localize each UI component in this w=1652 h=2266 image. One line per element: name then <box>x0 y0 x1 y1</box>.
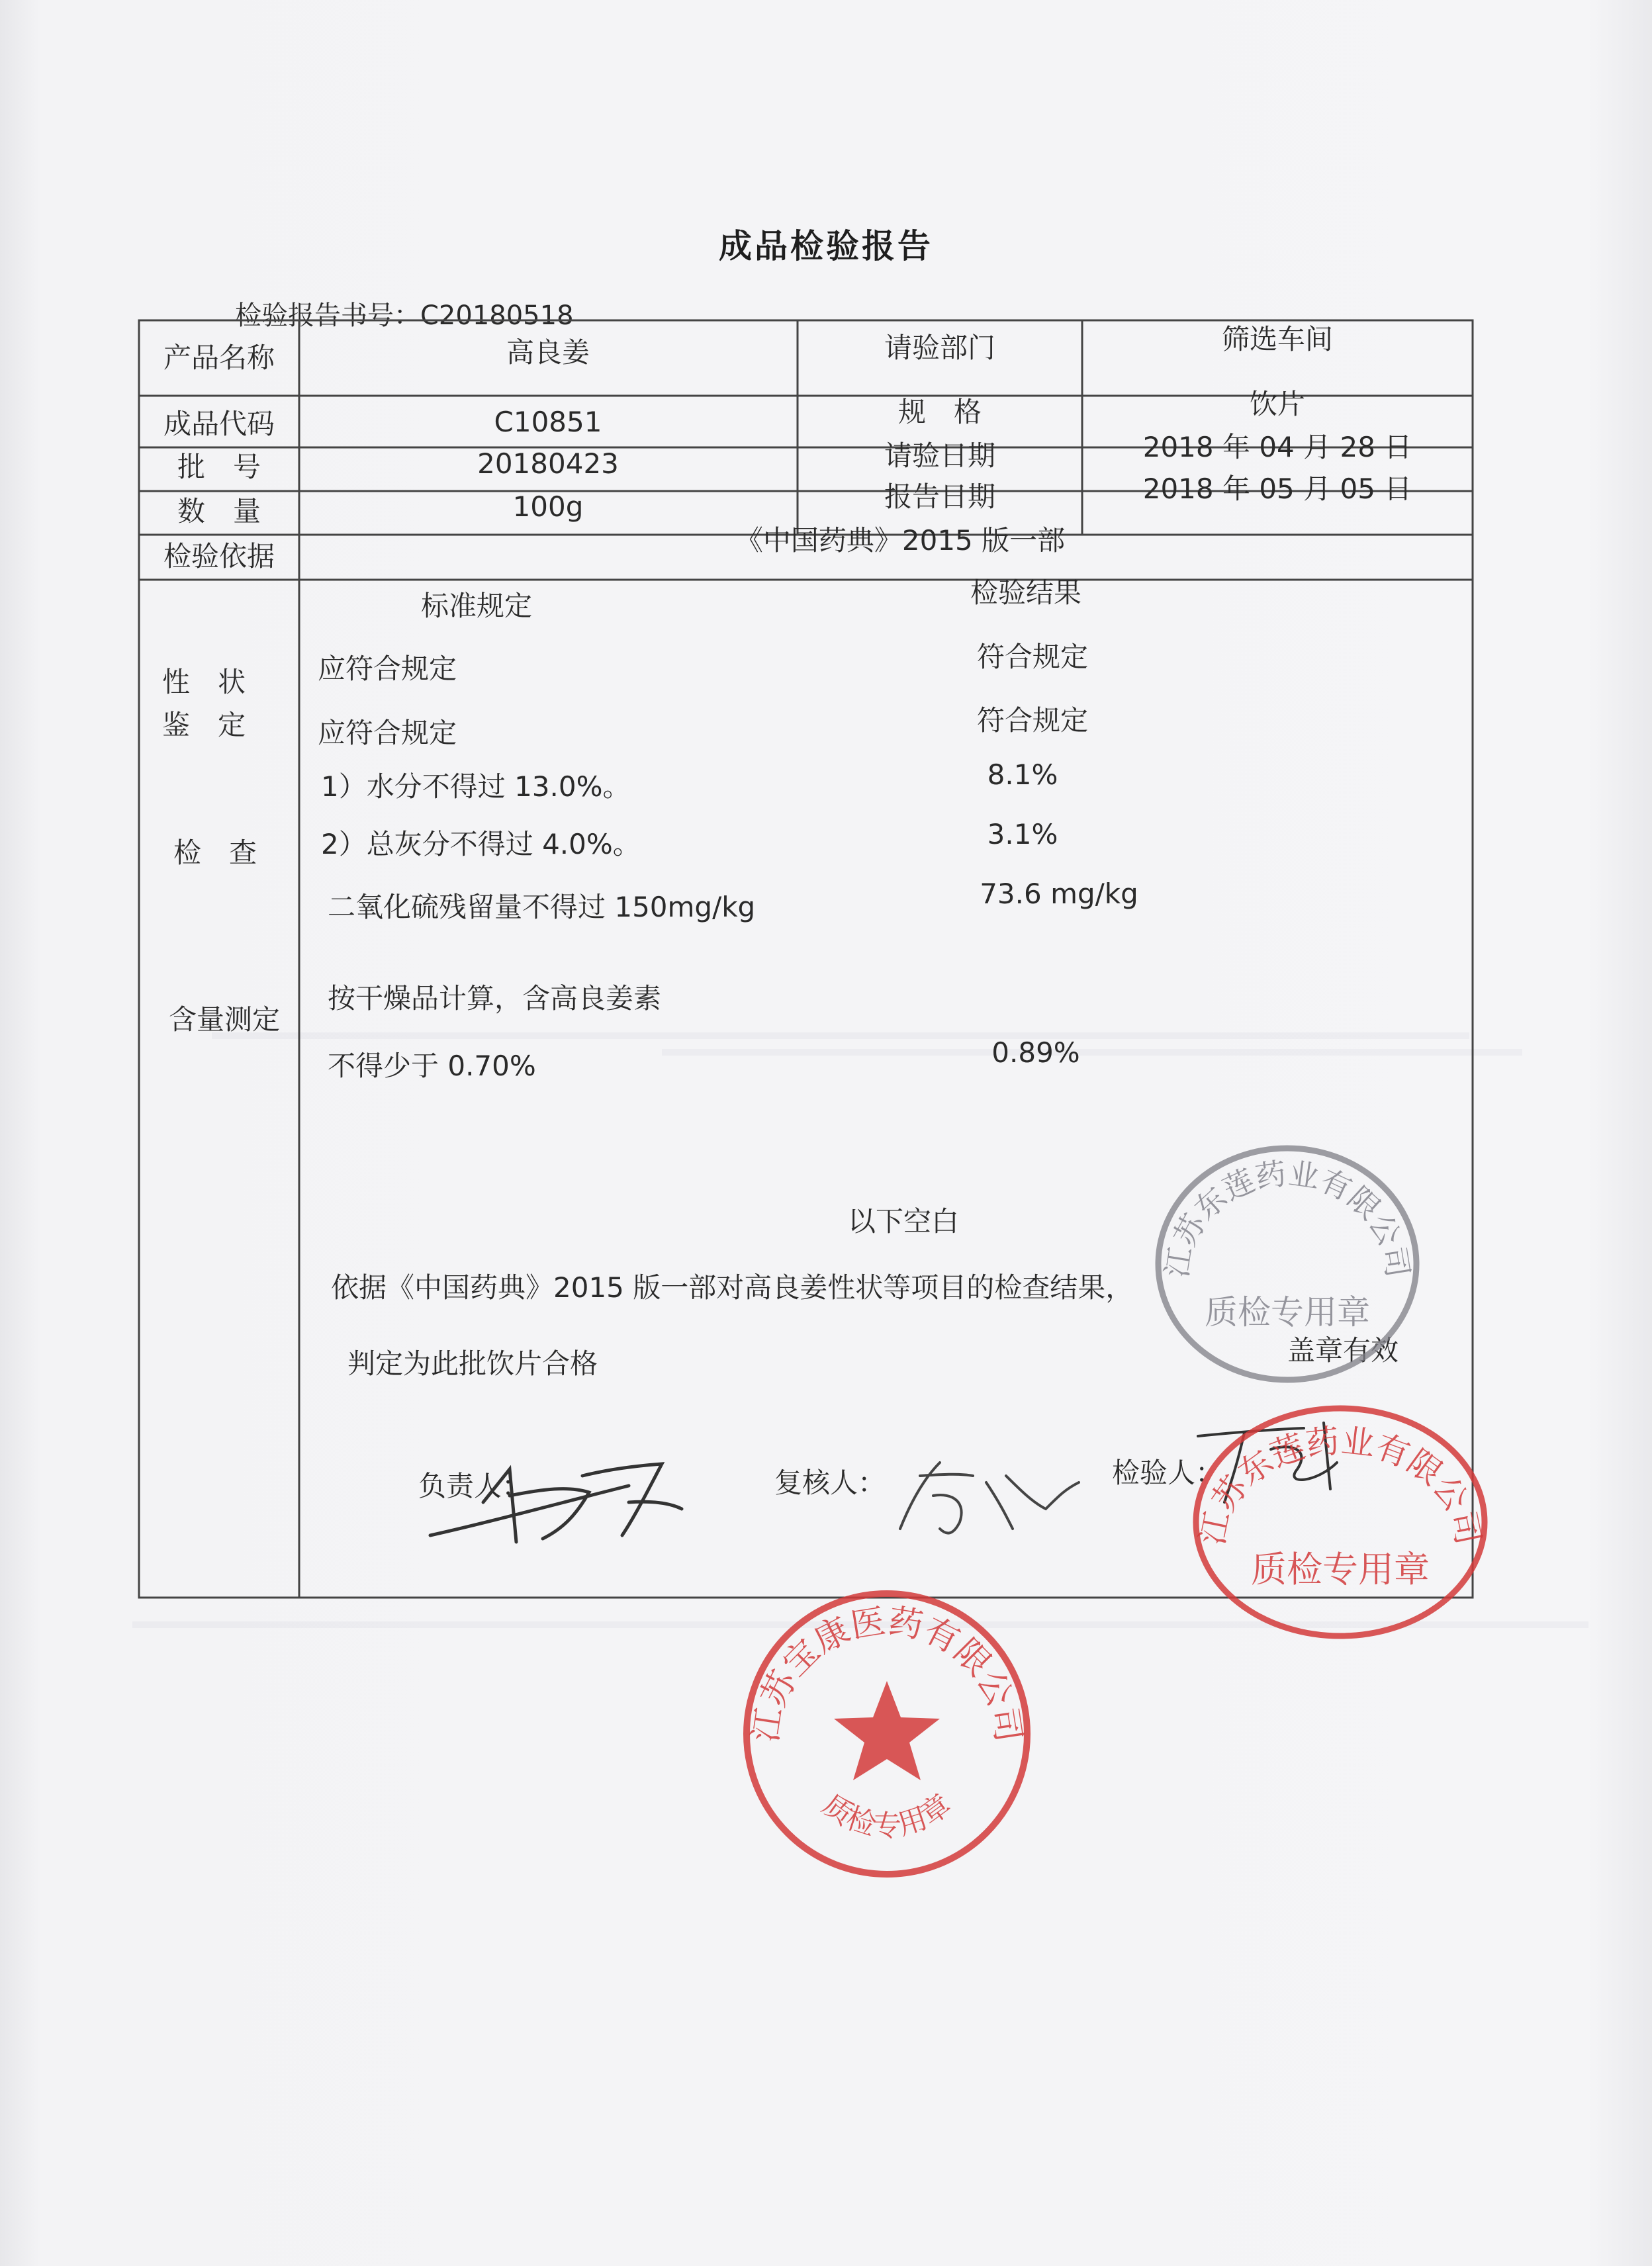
result-row-1: 符合规定 <box>976 641 1089 673</box>
responsible-label: 负责人： <box>418 1470 530 1502</box>
request-date-label: 请验日期 <box>884 439 996 472</box>
report-number: 检验报告书号：C20180518 <box>235 300 574 331</box>
identification-label: 鉴 定 <box>162 709 246 741</box>
quantity-label: 数 量 <box>177 495 261 527</box>
product-code-value: C10851 <box>494 406 602 438</box>
standard-row-5: 二氧化硫残留量不得过 150mg/kg <box>328 891 756 923</box>
grey-qc-stamp <box>1145 1125 1430 1390</box>
grey-stamp-company: 江苏东莲药业有限公司 <box>1158 1155 1416 1280</box>
conclusion-line-2: 判定为此批饮片合格 <box>347 1347 598 1380</box>
request-date-value: 2018 年 04 月 28 日 <box>1142 431 1412 463</box>
spec-label: 规 格 <box>897 396 982 428</box>
standard-row-6: 按干燥品计算，含高良姜素 <box>328 982 662 1015</box>
reviewer-label: 复核人： <box>774 1467 886 1499</box>
basis-value: 《中国药典》2015 版一部 <box>735 524 1066 557</box>
product-name-value: 高良姜 <box>506 336 590 369</box>
batch-value: 20180423 <box>477 447 619 480</box>
check-label: 检 查 <box>173 837 257 869</box>
result-row-2: 符合规定 <box>976 704 1089 737</box>
red-qc-stamp <box>1185 1390 1496 1648</box>
round-stamp-company: 江苏宝康医药有限公司 <box>745 1601 1029 1745</box>
result-row-7: 0.89% <box>991 1036 1080 1069</box>
character-label: 性 状 <box>162 666 246 698</box>
standard-row-4: 2）总灰分不得过 4.0%。 <box>321 828 641 860</box>
conclusion-line-1: 依据《中国药典》2015 版一部对高良姜性状等项目的检查结果， <box>331 1271 1134 1304</box>
result-row-3: 8.1% <box>987 758 1058 791</box>
request-dept-value: 筛选车间 <box>1221 323 1334 355</box>
reviewer-signature <box>887 1436 1099 1549</box>
standard-header: 标准规定 <box>420 590 533 622</box>
grey-stamp-purpose: 质检专用章 <box>1205 1293 1370 1332</box>
seal-valid-note: 盖章有效 <box>1287 1334 1399 1367</box>
standard-row-7: 不得少于 0.70% <box>328 1050 536 1082</box>
result-row-5: 73.6 mg/kg <box>980 878 1138 910</box>
company-round-stamp <box>735 1582 1039 1886</box>
svg-text:质检专用章 <box>816 1788 957 1842</box>
star-icon <box>834 1681 940 1780</box>
standard-row-1: 应符合规定 <box>318 653 457 685</box>
basis-label: 检验依据 <box>163 540 275 572</box>
page-title: 成品检验报告 <box>719 227 933 265</box>
result-header: 检验结果 <box>970 576 1082 609</box>
request-dept-label: 请验部门 <box>884 332 996 364</box>
result-row-4: 3.1% <box>987 818 1058 850</box>
report-date-value: 2018 年 05 月 05 日 <box>1142 473 1412 505</box>
red-stamp-company: 江苏东莲药业有限公司 <box>1193 1421 1488 1549</box>
standard-row-3: 1）水分不得过 13.0%。 <box>321 770 631 803</box>
product-name-label: 产品名称 <box>163 341 275 374</box>
content-label: 含量测定 <box>169 1003 281 1036</box>
round-stamp-purpose: 质检专用章 <box>816 1788 958 1843</box>
quantity-value: 100g <box>512 490 584 523</box>
inspector-label: 检验人： <box>1112 1457 1224 1489</box>
report-date-label: 报告日期 <box>884 480 996 513</box>
spec-value: 饮片 <box>1249 388 1306 420</box>
red-stamp-purpose: 质检专用章 <box>1251 1549 1430 1590</box>
standard-row-2: 应符合规定 <box>318 717 457 749</box>
blank-note: 以下空白 <box>847 1205 960 1238</box>
responsible-signature <box>410 1423 728 1575</box>
batch-label: 批 号 <box>177 451 261 483</box>
product-code-label: 成品代码 <box>163 408 275 440</box>
svg-text:江苏东莲药业有限公司 <box>1159 1156 1416 1280</box>
